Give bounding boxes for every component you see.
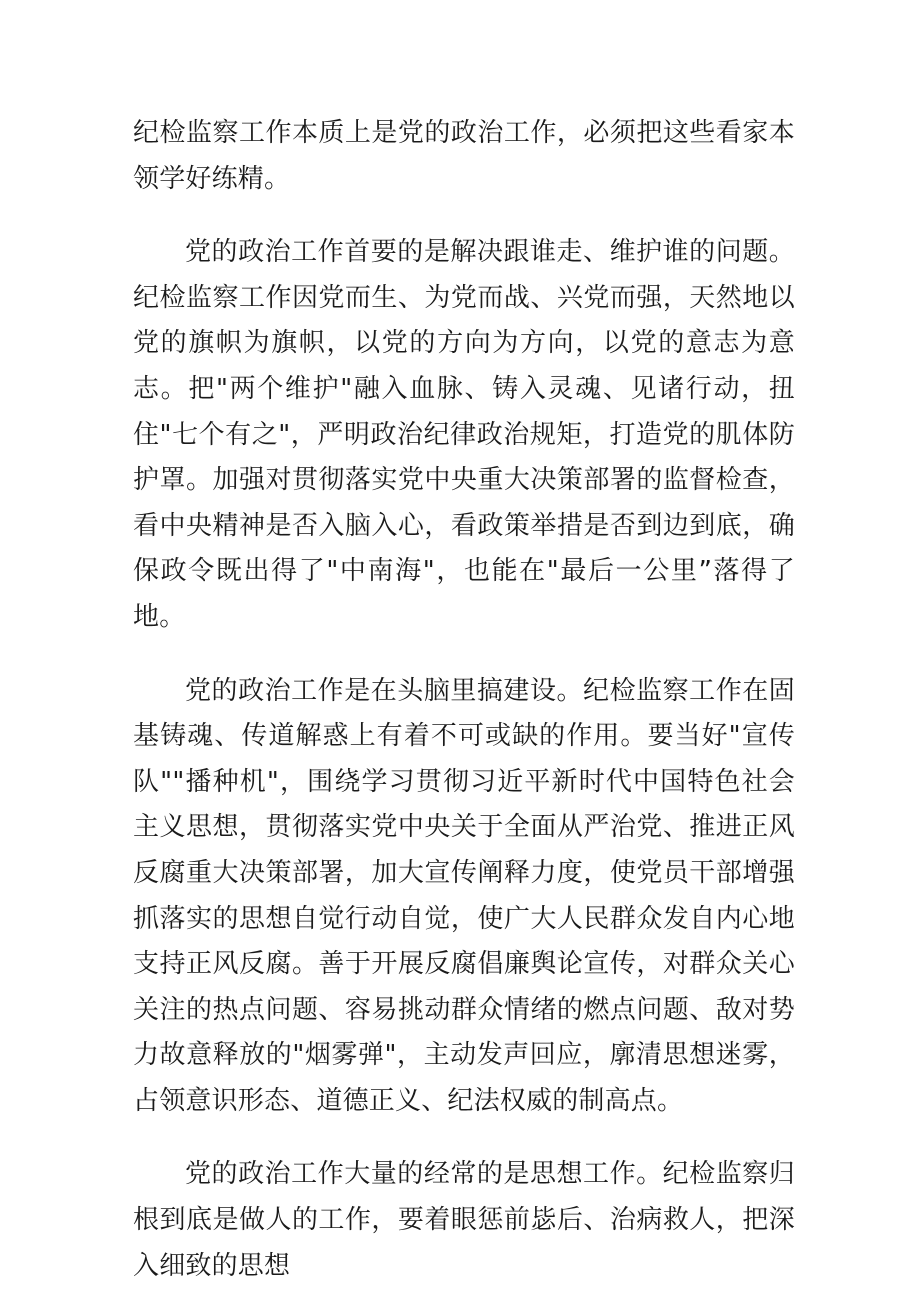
paragraph-4: 党的政治工作大量的经常的是思想工作。纪检监察归根到底是做人的工作，要着眼惩前毖后、治病救人，把深入细致的思想 (133, 1159, 795, 1281)
paragraph-2: 党的政治工作首要的是解决跟谁走、维护谁的问题。纪检监察工作因党而生、为党而战、兴党而强，天然地以党的旗帜为旗帜，以党的方向为方向，以党的意志为意志。把"两个维护"融入血脉、铸入灵魂、见诸行动，扭住"七个有之"，严明政治纪律政治规矩，打造党的肌体防护罩。加强对贯彻落实党中央重大决策部署的监督检查，看中央精神是否入脑入心，看政策举措是否到边到底，确保政令既出得了"中南海"，也能在"最后一公里”落得了地。 (133, 237, 795, 632)
paragraph-3: 党的政治工作是在头脑里搞建设。纪检监察工作在固基铸魂、传道解惑上有着不可或缺的作用。要当好"宣传队""播种机"，围绕学习贯彻习近平新时代中国特色社会主义思想，贯彻落实党中央关于全面从严治党、推进正风反腐重大决策部署，加大宣传阐释力度，使党员干部增强抓落实的思想自觉行动自觉，使广大人民群众发自内心地支持正风反腐。善于开展反腐倡廉舆论宣传，对群众关心关注的热点问题、容易挑动群众情绪的燃点问题、敌对势力故意释放的"烟雾弹"，主动发声回应，廓清思想迷雾，占领意识形态、道德正义、纪法权威的制高点。 (133, 675, 795, 1116)
document-body (133, 111, 795, 1289)
paragraph-1: 纪检监察工作本质上是党的政治工作，必须把这些看家本领学好练精。 (133, 118, 795, 194)
